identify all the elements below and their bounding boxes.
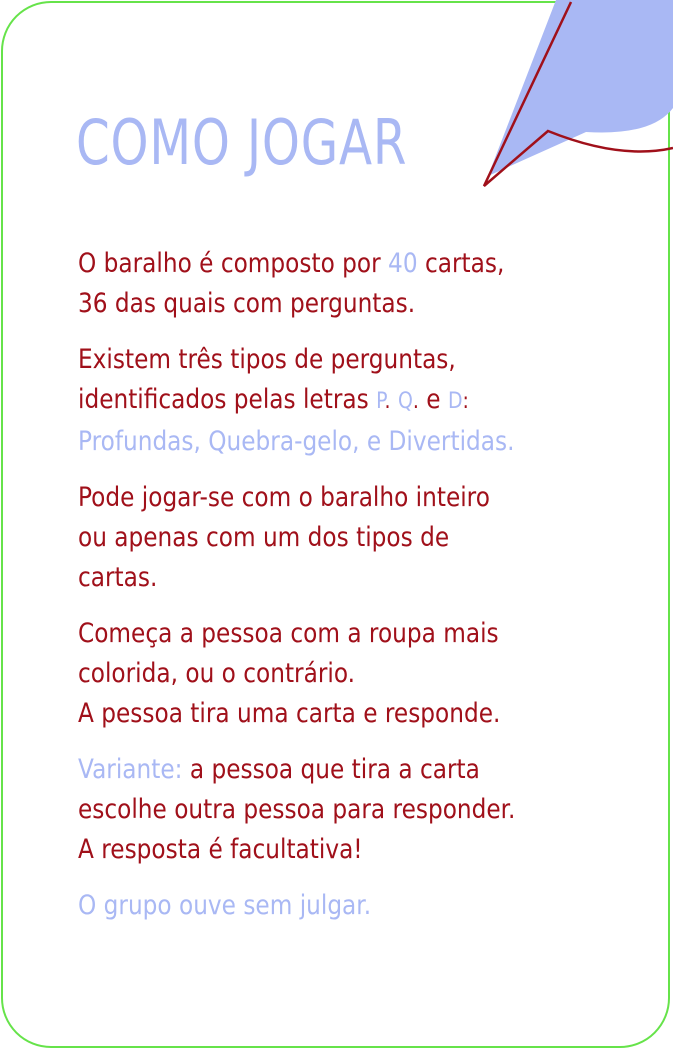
letters-connector: e (426, 384, 441, 415)
letter-q: Q (397, 389, 413, 414)
variant-line-2: escolhe outra pessoa para responder. (78, 794, 516, 825)
paragraph-who-starts (78, 614, 628, 734)
types-names-line: Profundas, Quebra-gelo, e Divertidas. (78, 426, 515, 457)
deck-text: O baralho é composto por (78, 248, 381, 279)
options-line-1: Pode jogar-se com o baralho inteiro (78, 482, 490, 513)
variant-label: Variante: (78, 754, 183, 785)
letter-d: D (447, 389, 463, 414)
group-rule-line: O grupo ouve sem julgar. (78, 890, 372, 921)
deck-text-end: cartas, (424, 248, 505, 279)
paragraph-variant (78, 750, 628, 870)
variant-line-3: A resposta é facultativa! (78, 834, 363, 865)
paragraph-deck-options (78, 478, 628, 598)
starts-line-1: Começa a pessoa com a roupa mais (78, 618, 499, 649)
page-title: COMO JOGAR (76, 106, 408, 179)
card-count: 40 (388, 248, 418, 279)
question-count-line: 36 das quais com perguntas. (78, 288, 416, 319)
options-line-3: cartas. (78, 562, 158, 593)
starts-line-3: A pessoa tira uma carta e responde. (78, 698, 501, 729)
letter-p: P (376, 389, 385, 414)
rules-text (78, 244, 638, 942)
types-intro-line: Existem três tipos de perguntas, (78, 344, 456, 375)
paragraph-group-rule (78, 886, 628, 926)
paragraph-deck-composition (78, 244, 628, 324)
types-letters-intro: identificados pelas letras (78, 384, 369, 415)
paragraph-question-types: Existem três tipos de perguntas, identificados pelas letras P. Q. e D: Profundas, Quebra-gelo, e Divertidas. (78, 340, 628, 462)
variant-line-1: a pessoa que tira a carta (189, 754, 480, 785)
options-line-2: ou apenas com um dos tipos de (78, 522, 450, 553)
starts-line-2: colorida, ou o contrário. (78, 658, 356, 689)
